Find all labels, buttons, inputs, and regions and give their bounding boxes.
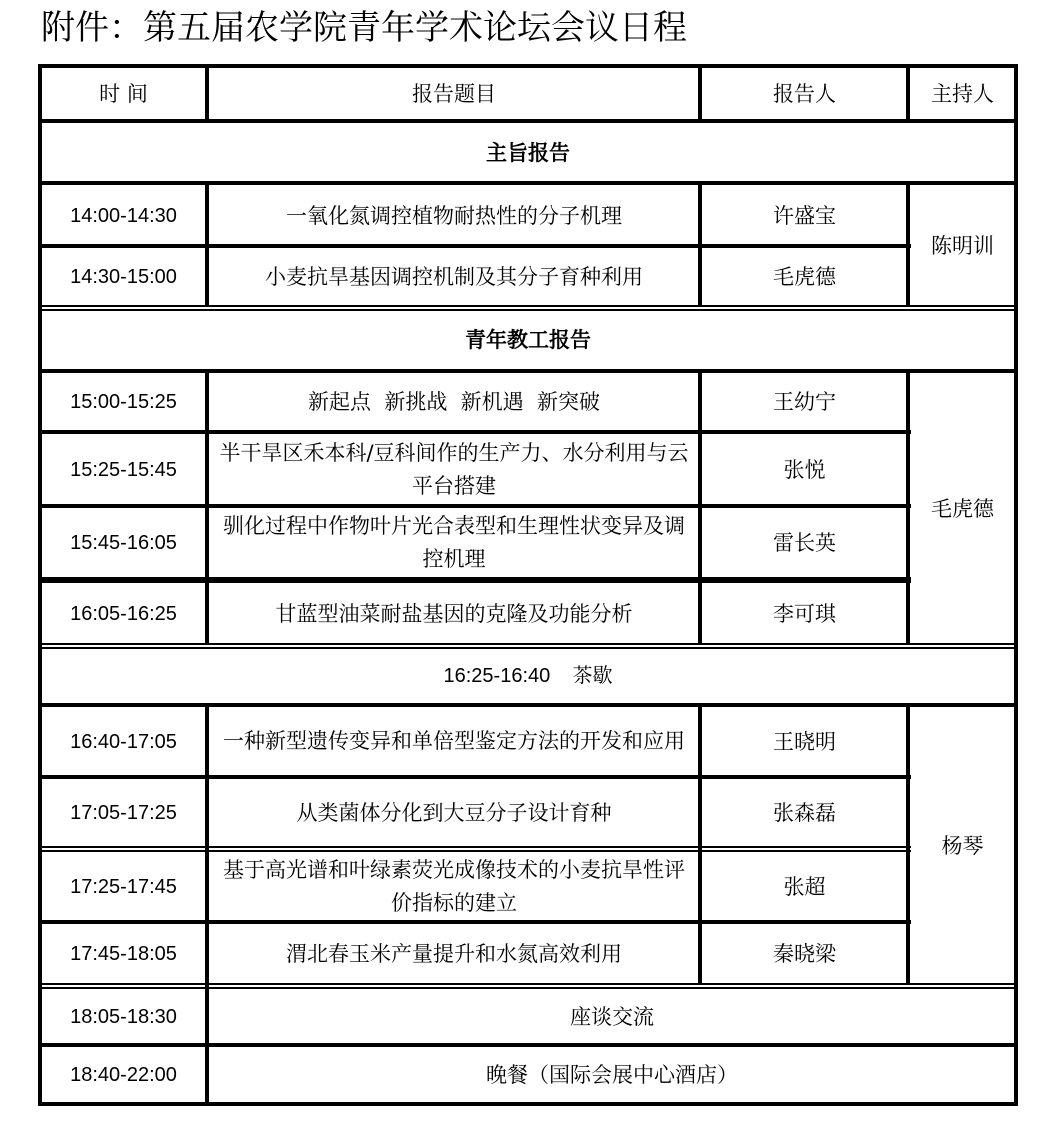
col-divider: [906, 705, 910, 985]
col-divider: [205, 183, 209, 307]
row-time: 16:05-16:25: [70, 602, 177, 625]
row-speaker: 张悦: [783, 457, 826, 482]
row-speaker: 张超: [783, 874, 826, 899]
row-time: 15:25-15:45: [70, 458, 177, 481]
row-speaker: 毛虎德: [773, 265, 836, 289]
row-speaker: 李可琪: [773, 601, 836, 626]
row-divider: [38, 244, 911, 248]
col-divider: [205, 705, 209, 985]
row-divider: [38, 643, 1018, 645]
row-topic: 一氧化氮调控植物耐热性的分子机理: [286, 203, 622, 228]
row-topic: 从类菌体分化到大豆分子设计育种: [296, 801, 612, 825]
table-border: [1014, 64, 1018, 1106]
row-time: 15:00-15:25: [70, 391, 177, 413]
row-time: 15:45-16:05: [70, 532, 177, 554]
header-speaker: 报告人: [773, 81, 836, 106]
row-divider: [38, 987, 1018, 989]
row-speaker: 雷长英: [773, 531, 836, 555]
row-time: 16:40-17:05: [70, 730, 177, 753]
row-divider: [38, 647, 1018, 649]
row-time: 17:25-17:45: [70, 875, 177, 898]
col-divider: [698, 183, 702, 307]
row-speaker: 张森磊: [773, 801, 836, 825]
row-topic: 半干旱区禾本科/豆科间作的生产力、水分利用与云平台搭建: [219, 440, 689, 498]
row-speaker: 王幼宁: [773, 390, 836, 414]
row-activity: 座谈交流: [570, 1004, 654, 1029]
header-time: 时 间: [99, 81, 148, 106]
row-activity: 晚餐（国际会展中心酒店）: [486, 1063, 738, 1087]
row-divider: [38, 369, 1018, 373]
host-cell: 杨琴: [941, 833, 984, 858]
row-divider: [38, 181, 1018, 185]
col-divider: [698, 705, 702, 985]
row-divider: [38, 850, 911, 852]
row-divider: [38, 504, 911, 508]
row-topic: 基于高光谱和叶绿素荧光成像技术的小麦抗旱性评价指标的建立: [223, 857, 685, 915]
col-divider: [698, 371, 702, 645]
row-divider: [38, 703, 1018, 707]
table-border: [38, 64, 1018, 68]
row-divider: [38, 983, 1018, 985]
row-time: 17:05-17:25: [70, 802, 177, 824]
col-divider: [205, 985, 209, 1105]
header-topic: 报告题目: [412, 81, 496, 106]
row-topic: 渭北春玉米产量提升和水氮高效利用: [286, 942, 622, 966]
row-divider: [38, 1043, 1018, 1047]
col-divider: [698, 64, 702, 121]
row-divider: [38, 581, 911, 583]
row-speaker: 秦晓梁: [773, 942, 836, 966]
row-divider: [38, 309, 1018, 311]
row-time: 18:05-18:30: [70, 1005, 177, 1028]
row-divider: [38, 430, 911, 434]
row-divider: [38, 920, 911, 924]
host-cell: 陈明训: [931, 234, 994, 258]
header-host: 主持人: [931, 81, 994, 106]
host-cell: 毛虎德: [931, 496, 994, 521]
section-label-tea-break: 16:25-16:40 茶歇: [443, 665, 613, 687]
col-divider: [906, 64, 910, 121]
col-divider: [906, 183, 910, 307]
row-time: 18:40-22:00: [70, 1064, 177, 1086]
row-time: 14:30-15:00: [70, 266, 177, 288]
row-topic: 甘蓝型油菜耐盐基因的克隆及功能分析: [275, 601, 633, 626]
section-label-keynote: 主旨报告: [486, 140, 570, 165]
row-topic: 新起点 新挑战 新机遇 新突破: [307, 390, 601, 414]
row-time: 17:45-18:05: [70, 943, 177, 965]
row-topic: 驯化过程中作物叶片光合表型和生理性状变异及调控机理: [223, 514, 685, 571]
row-speaker: 许盛宝: [773, 203, 836, 228]
row-divider: [38, 846, 911, 848]
page-title: 附件：第五届农学院青年学术论坛会议日程: [41, 8, 687, 48]
row-time: 14:00-14:30: [70, 204, 177, 227]
row-divider: [38, 305, 1018, 307]
row-topic: 一种新型遗传变异和单倍型鉴定方法的开发和应用: [223, 729, 685, 753]
col-divider: [205, 64, 209, 121]
row-divider: [38, 775, 911, 779]
row-topic: 小麦抗旱基因调控机制及其分子育种利用: [265, 265, 643, 289]
row-divider: [38, 119, 1018, 123]
section-label-young-faculty: 青年教工报告: [465, 328, 591, 352]
table-border: [38, 64, 42, 1106]
col-divider: [205, 371, 209, 645]
col-divider: [906, 371, 910, 645]
table-border: [38, 1102, 1018, 1106]
row-speaker: 王晓明: [773, 729, 836, 754]
